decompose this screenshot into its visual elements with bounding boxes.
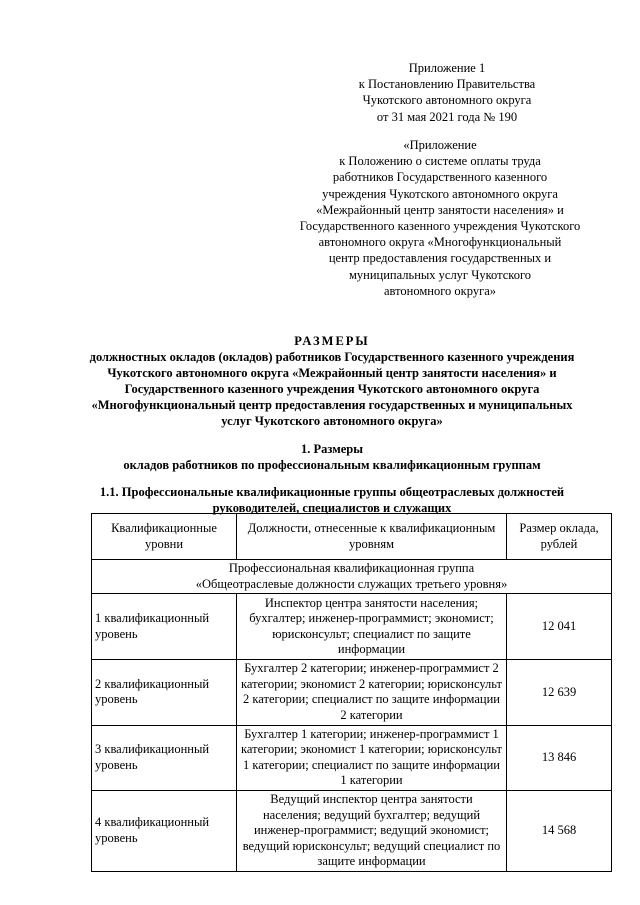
- level-cell: 3 квалификационный уровень: [92, 725, 237, 790]
- appendix-line: Государственного казенного учреждения Чукотского: [299, 219, 581, 234]
- appendix-line: к Постановлению Правительства: [358, 77, 536, 92]
- section-title: 1. Размеры: [300, 442, 363, 456]
- positions-cell: Инспектор центра занятости населения; бухгалтер; инженер-программист; экономист; юрисконсульт; специалист по защите информации: [237, 594, 507, 660]
- positions-cell: Бухгалтер 1 категории; инженер-программист 1 категории; экономист 1 категории; юрисконсульт 1 категории; специалист по защите информации 1 категории: [237, 725, 507, 790]
- header-level: Квалификационные уровни: [92, 514, 237, 560]
- appendix-line: Чукотского автономного округа: [362, 93, 532, 108]
- table-header-row: [92, 514, 612, 560]
- table-row: [92, 790, 612, 871]
- appendix-line: центр предоставления государственных и: [328, 251, 552, 266]
- subsection-line: руководителей, специалистов и служащих: [212, 501, 452, 515]
- table-row: [92, 660, 612, 725]
- table-row: [92, 594, 612, 660]
- group-row: [92, 560, 612, 594]
- salary-cell: 14 568: [507, 790, 612, 871]
- subsection-heading: [12, 484, 640, 516]
- appendix-line: от 31 мая 2021 года № 190: [376, 109, 518, 124]
- salary-cell: 13 846: [507, 725, 612, 790]
- header-salary: Размер оклада, рублей: [507, 514, 612, 560]
- appendix-line: «Приложение: [403, 138, 477, 152]
- header-positions: Должности, отнесенные к квалификационным уровням: [237, 514, 507, 560]
- title-line: должностных окладов (окладов) работников Государственного казенного учреждения: [89, 350, 575, 364]
- appendix-line: автономного округа «Многофункциональный: [318, 235, 562, 250]
- appendix-line: к Положению о системе оплаты труда: [339, 154, 541, 169]
- section-subtitle: окладов работников по профессиональным квалификационным группам: [123, 458, 541, 472]
- table-row: [92, 725, 612, 790]
- subsection-line: 1.1. Профессиональные квалификационные группы общеотраслевых должностей: [99, 485, 565, 499]
- title-line: Государственного казенного учреждения Чукотского автономного округа: [124, 382, 540, 396]
- salary-cell: 12 041: [507, 594, 612, 660]
- appendix-line: муниципальных услуг Чукотского: [348, 267, 532, 282]
- appendix-line: автономного округа»: [383, 283, 497, 298]
- group-line: «Общеотраслевые должности служащих третьего уровня»: [195, 576, 508, 591]
- document-title: [12, 333, 640, 429]
- level-cell: 1 квалификационный уровень: [92, 594, 237, 660]
- level-cell: 4 квалификационный уровень: [92, 790, 237, 871]
- title-heading: РАЗМЕРЫ: [294, 334, 370, 348]
- appendix-line: работников Государственного казенного: [332, 170, 548, 185]
- title-line: «Многофункциональный центр предоставления государственных и муниципальных: [91, 398, 573, 412]
- salary-table: [91, 513, 612, 872]
- title-line: услуг Чукотского автономного округа»: [221, 414, 443, 428]
- appendix-line: учреждения Чукотского автономного округа: [322, 186, 558, 201]
- positions-cell: Ведущий инспектор центра занятости населения; ведущий бухгалтер; ведущий инженер-программист; ведущий экономист; ведущий юрисконсульт; ведущий специалист по защите информации: [237, 790, 507, 871]
- salary-cell: 12 639: [507, 660, 612, 725]
- appendix-line: Приложение 1: [408, 61, 486, 75]
- section-heading: [12, 441, 640, 473]
- title-line: Чукотского автономного округа «Межрайонный центр занятости населения» и: [107, 366, 557, 380]
- level-cell: 2 квалификационный уровень: [92, 660, 237, 725]
- group-cell: [92, 560, 612, 594]
- group-line: Профессиональная квалификационная группа: [228, 561, 475, 575]
- positions-cell: Бухгалтер 2 категории; инженер-программист 2 категории; экономист 2 категории; юрисконсульт 2 категории; специалист по защите информации 2 категории: [237, 660, 507, 725]
- appendix-line: «Межрайонный центр занятости населения» и: [316, 202, 564, 217]
